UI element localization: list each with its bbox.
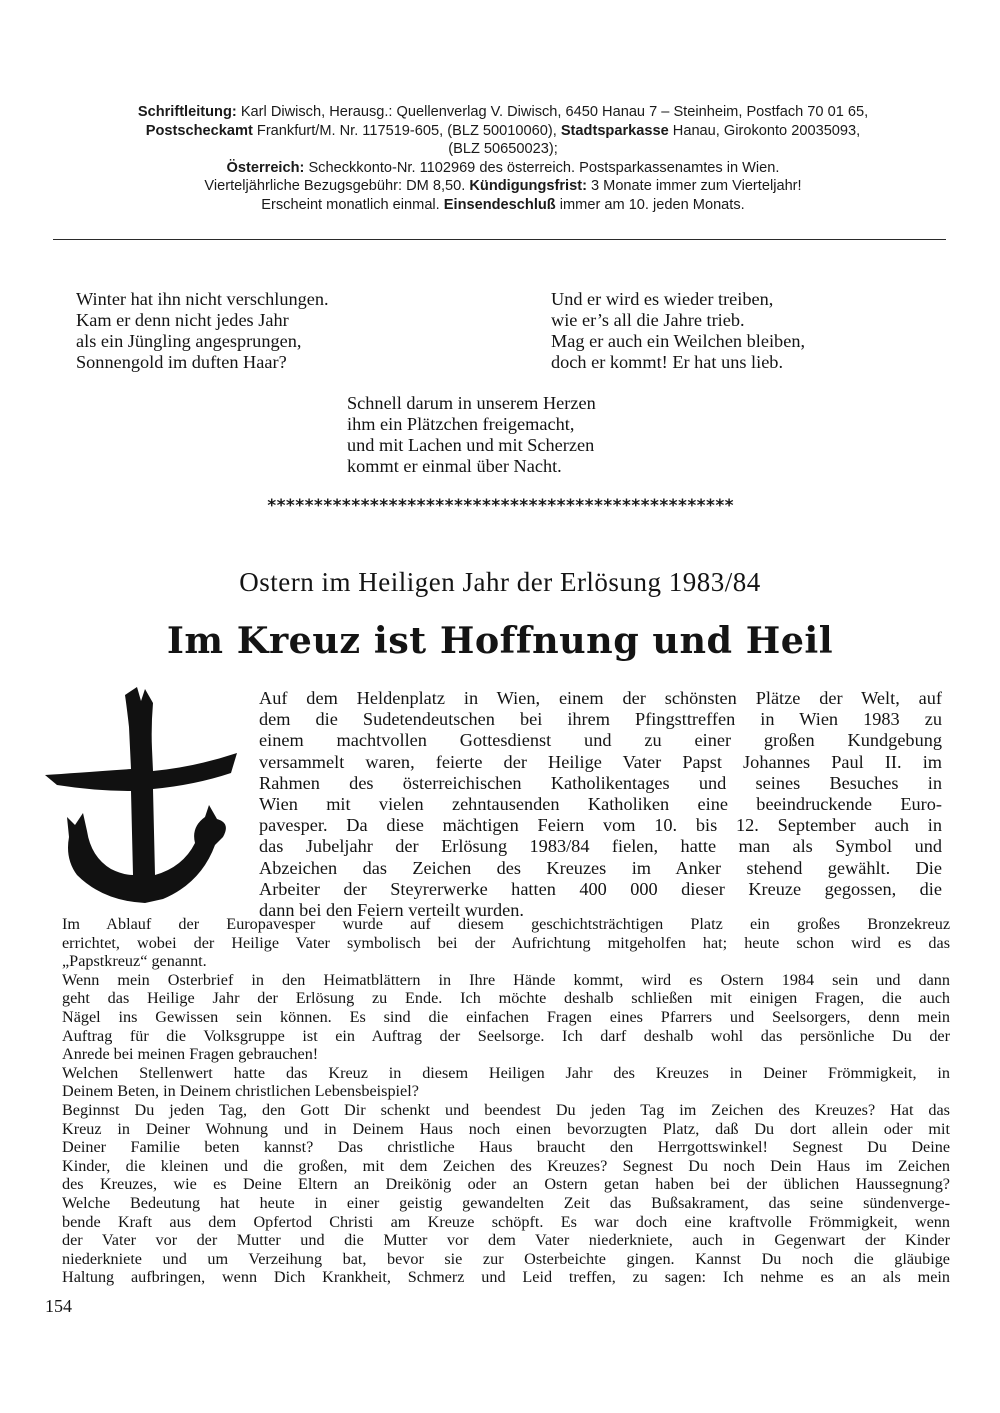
article-subtitle: Ostern im Heiligen Jahr der Erlösung 1983/84: [239, 567, 761, 597]
text-line: bende Kraft aus dem Opfertod Christi am Kreuze schöpft. Es war doch eine kraftvolle Frömmigkeit, wenn: [62, 1212, 950, 1231]
poem-stanza-2: [551, 289, 805, 373]
poem-line: Sonnengold im duften Haar?: [76, 352, 287, 372]
text-line: des Kreuzes, wie es Deine Eltern an Dreikönig oder an Ostern getan haben bei der üblichen Haussegnung?: [62, 1175, 950, 1194]
poem-line: und mit Lachen und mit Scherzen: [347, 435, 595, 455]
text-line: einem machtvollen Gottesdienst und zu einer großen Kundgebung: [259, 730, 942, 751]
poem-line: ihm ein Plätzchen freigemacht,: [347, 414, 575, 434]
text-line: Nägel ins Gewissen sein können. Es sind die einfachen Fragen eines Pfarrers und Seelsorgers, denn mein: [62, 1007, 950, 1026]
masthead-line: Erscheint monatlich einmal. Einsendeschluß immer am 10. jeden Monats.: [261, 196, 745, 213]
masthead-line: Österreich: Scheckkonto-Nr. 1102969 des österreich. Postsparkassenamtes in Wien.: [226, 159, 780, 176]
text-line: dann bei den Feiern verteilt wurden.: [259, 900, 524, 921]
text-line: Deiner Familie beten kannst? Das christliche Haus braucht den Herrgottswinkel! Segnest Du Deine: [62, 1138, 950, 1157]
poem-line: Kam er denn nicht jedes Jahr: [76, 310, 289, 330]
text-line: Kreuz in Deiner Wohnung und in Deinem Haus noch einen bevorzugten Platz, daß Du dort allein oder mit: [62, 1119, 950, 1138]
poem-line: doch er kommt! Er hat uns lieb.: [551, 352, 784, 372]
poem-line: kommt er einmal über Nacht.: [347, 456, 562, 476]
article-title: Im Kreuz ist Hoffnung und Heil: [166, 619, 834, 662]
text-line: Im Ablauf der Europavesper wurde auf diesem geschichtsträchtigen Platz ein großes Bronzekreuz: [62, 915, 950, 933]
poem-line: Mag er auch ein Weilchen bleiben,: [551, 331, 806, 351]
text-line: Welchen Stellenwert hatte das Kreuz in diesem Heiligen Jahr des Kreuzes in Deiner Frömmigkeit, in: [62, 1063, 950, 1082]
text-line: Deinem Beten, in Deinem christlichen Lebensbeispiel?: [62, 1082, 419, 1101]
text-line: Abzeichen das Zeichen des Kreuzes im Anker stehend gewählt. Die: [259, 857, 942, 878]
text-line: Auf dem Heldenplatz in Wien, einem der schönsten Plätze der Welt, auf: [259, 688, 942, 708]
anchor-cross-icon: [45, 687, 245, 903]
text-line: „Papstkreuz“ genannt.: [62, 952, 207, 971]
masthead-line: Schriftleitung: Karl Diwisch, Herausg.: Quellenverlag V. Diwisch, 6450 Hanau 7 – Steinheim, Postfach 70 01 65,: [137, 104, 869, 120]
article-body: [62, 915, 950, 1287]
text-line: Kinder, die kleinen und die großen, mit dem Zeichen des Kreuzes? Segnest Du noch Dein Haus im Zeichen: [62, 1156, 950, 1175]
masthead-line: (BLZ 50650023);: [448, 141, 558, 158]
text-line: der Vater vor der Mutter und die Mutter vor dem Vater niederkniete, auch in Gegenwart der Kinder: [62, 1231, 950, 1250]
text-line: Anrede bei meinen Fragen gebrauchen!: [62, 1045, 319, 1064]
text-line: errichtet, wobei der Heilige Vater symbolisch bei der Aufrichtung mitgeholfen hat; heute schon wird es das: [62, 933, 950, 952]
page-number: 154: [45, 1296, 72, 1316]
text-line: Welche Bedeutung hat heute in einer geistig gewandelten Zeit das Bußsakrament, das seine sündenverge-: [62, 1193, 950, 1212]
poem-line: Schnell darum in unserem Herzen: [347, 393, 596, 413]
text-line: niederkniete und um Verzeihung bat, bevor sie zur Osterbeichte gingen. Kannst Du noch die gläubige: [62, 1249, 950, 1268]
asterisk-separator: **************************************************: [266, 496, 734, 516]
text-line: pavesper. Da diese mächtigen Feiern vom 10. bis 12. September auch in: [259, 815, 942, 836]
poem-line: Winter hat ihn nicht verschlungen.: [76, 289, 329, 309]
text-line: Wien mit vielen zehntausenden Katholiken eine beeindruckende Euro-: [259, 794, 942, 815]
poem-line: wie er’s all die Jahre trieb.: [551, 310, 745, 330]
text-line: Rahmen des österreichischen Katholikentages und seines Besuches in: [259, 772, 942, 793]
masthead-divider: [53, 239, 946, 240]
poem-line: Und er wird es wieder treiben,: [551, 289, 774, 309]
article-intro: [259, 688, 942, 921]
masthead: [60, 103, 946, 215]
text-line: versammelt waren, feierte der Heilige Vater Papst Johannes Paul II. im: [259, 751, 942, 772]
poem-stanza-3: [347, 393, 596, 477]
text-line: Beginnst Du jeden Tag, den Gott Dir schenkt und beendest Du jeden Tag im Zeichen des Kreuzes? Hat das: [62, 1100, 950, 1119]
text-line: Auftrag für die Volksgruppe ist ein Auftrag der Seelsorge. Ich darf deshalb wohl das persönliche Du der: [62, 1026, 950, 1045]
text-line: Wenn mein Osterbrief in den Heimatblättern in Ihre Hände kommt, wird es Ostern 1984 sein und dann: [62, 970, 950, 989]
poem-stanza-1: [76, 289, 329, 373]
text-line: geht das Heilige Jahr der Erlösung zu Ende. Ich möchte deshalb schließen mit einigen Fragen, die auch: [62, 989, 950, 1008]
text-line: dem die Sudetendeutschen bei ihrem Pfingsttreffen in Wien 1983 zu: [259, 709, 942, 730]
text-line: das Jubeljahr der Erlösung 1983/84 fielen, hatte man als Symbol und: [259, 836, 942, 857]
text-line: Haltung aufbringen, wenn Dich Krankheit, Schmerz und Leid treffen, zu sagen: Ich nehme es an als mein: [62, 1268, 950, 1287]
text-line: Arbeiter der Steyrerwerke hatten 400 000 dieser Kreuze gegossen, die: [259, 878, 942, 899]
poem-line: als ein Jüngling angesprungen,: [76, 331, 302, 351]
masthead-line: Postscheckamt Frankfurt/M. Nr. 117519-605, (BLZ 50010060), Stadtsparkasse Hanau, Girokonto 20035093,: [145, 122, 861, 139]
masthead-line: Vierteljährliche Bezugsgebühr: DM 8,50. Kündigungsfrist: 3 Monate immer zum Vierteljahr!: [204, 178, 802, 195]
